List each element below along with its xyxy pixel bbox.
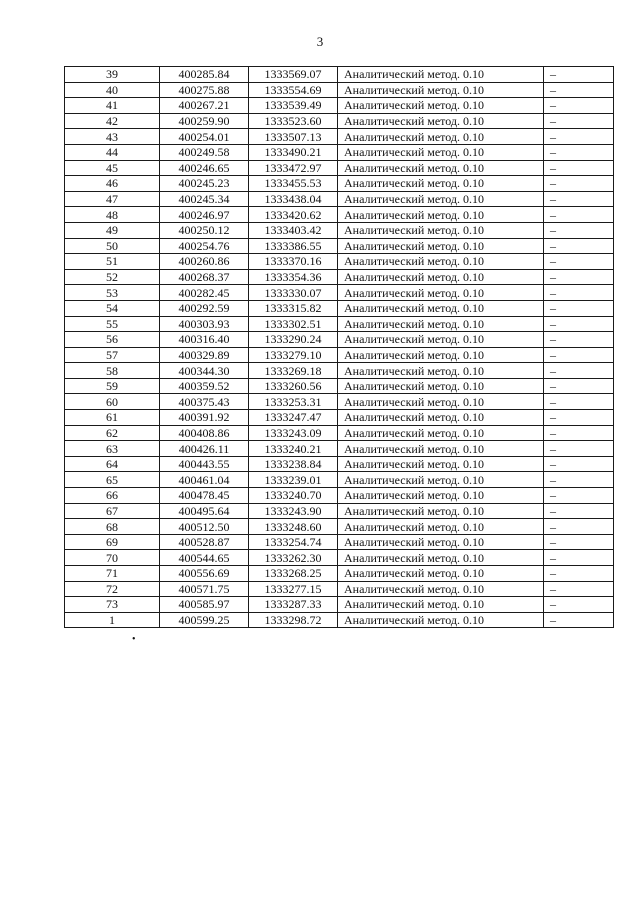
- x-coordinate-cell: 400391.92: [160, 410, 249, 426]
- point-number-cell: 59: [65, 378, 160, 394]
- y-coordinate-cell: 1333240.70: [249, 488, 338, 504]
- table-row: [65, 176, 614, 192]
- note-cell: –: [544, 566, 614, 582]
- y-coordinate-cell: 1333240.21: [249, 441, 338, 457]
- point-number-cell: 60: [65, 394, 160, 410]
- x-coordinate-cell: 400544.65: [160, 550, 249, 566]
- note-cell: –: [544, 410, 614, 426]
- note-cell: –: [544, 332, 614, 348]
- table-row: [65, 67, 614, 83]
- note-cell: –: [544, 488, 614, 504]
- x-coordinate-cell: 400478.45: [160, 488, 249, 504]
- y-coordinate-cell: 1333248.60: [249, 519, 338, 535]
- table-row: [65, 222, 614, 238]
- point-number-cell: 64: [65, 456, 160, 472]
- table-row: [65, 581, 614, 597]
- point-number-cell: 69: [65, 534, 160, 550]
- y-coordinate-cell: 1333354.36: [249, 269, 338, 285]
- table-row: [65, 441, 614, 457]
- method-cell: Аналитический метод. 0.10: [338, 285, 544, 301]
- y-coordinate-cell: 1333290.24: [249, 332, 338, 348]
- method-cell: Аналитический метод. 0.10: [338, 82, 544, 98]
- x-coordinate-cell: 400344.30: [160, 363, 249, 379]
- method-cell: Аналитический метод. 0.10: [338, 503, 544, 519]
- method-cell: Аналитический метод. 0.10: [338, 207, 544, 223]
- method-cell: Аналитический метод. 0.10: [338, 254, 544, 270]
- point-number-cell: 41: [65, 98, 160, 114]
- y-coordinate-cell: 1333472.97: [249, 160, 338, 176]
- x-coordinate-cell: 400250.12: [160, 222, 249, 238]
- table-row: [65, 316, 614, 332]
- point-number-cell: 65: [65, 472, 160, 488]
- note-cell: –: [544, 519, 614, 535]
- point-number-cell: 48: [65, 207, 160, 223]
- point-number-cell: 58: [65, 363, 160, 379]
- method-cell: Аналитический метод. 0.10: [338, 488, 544, 504]
- y-coordinate-cell: 1333279.10: [249, 347, 338, 363]
- x-coordinate-cell: 400246.65: [160, 160, 249, 176]
- method-cell: Аналитический метод. 0.10: [338, 363, 544, 379]
- y-coordinate-cell: 1333490.21: [249, 144, 338, 160]
- method-cell: Аналитический метод. 0.10: [338, 472, 544, 488]
- note-cell: –: [544, 441, 614, 457]
- table-row: [65, 612, 614, 628]
- method-cell: Аналитический метод. 0.10: [338, 550, 544, 566]
- x-coordinate-cell: 400268.37: [160, 269, 249, 285]
- point-number-cell: 55: [65, 316, 160, 332]
- method-cell: Аналитический метод. 0.10: [338, 347, 544, 363]
- y-coordinate-cell: 1333315.82: [249, 300, 338, 316]
- y-coordinate-cell: 1333569.07: [249, 67, 338, 83]
- point-number-cell: 49: [65, 222, 160, 238]
- note-cell: –: [544, 581, 614, 597]
- table-row: [65, 488, 614, 504]
- method-cell: Аналитический метод. 0.10: [338, 534, 544, 550]
- method-cell: Аналитический метод. 0.10: [338, 300, 544, 316]
- note-cell: –: [544, 503, 614, 519]
- method-cell: Аналитический метод. 0.10: [338, 456, 544, 472]
- x-coordinate-cell: 400408.86: [160, 425, 249, 441]
- table-row: [65, 207, 614, 223]
- y-coordinate-cell: 1333302.51: [249, 316, 338, 332]
- point-number-cell: 70: [65, 550, 160, 566]
- y-coordinate-cell: 1333277.15: [249, 581, 338, 597]
- coordinates-table-body: [65, 67, 614, 628]
- note-cell: –: [544, 300, 614, 316]
- x-coordinate-cell: 400245.23: [160, 176, 249, 192]
- method-cell: Аналитический метод. 0.10: [338, 566, 544, 582]
- x-coordinate-cell: 400275.88: [160, 82, 249, 98]
- point-number-cell: 42: [65, 113, 160, 129]
- x-coordinate-cell: 400461.04: [160, 472, 249, 488]
- note-cell: –: [544, 347, 614, 363]
- table-row: [65, 332, 614, 348]
- x-coordinate-cell: 400495.64: [160, 503, 249, 519]
- note-cell: –: [544, 285, 614, 301]
- method-cell: Аналитический метод. 0.10: [338, 597, 544, 613]
- method-cell: Аналитический метод. 0.10: [338, 378, 544, 394]
- table-row: [65, 98, 614, 114]
- note-cell: –: [544, 191, 614, 207]
- method-cell: Аналитический метод. 0.10: [338, 612, 544, 628]
- point-number-cell: 63: [65, 441, 160, 457]
- method-cell: Аналитический метод. 0.10: [338, 67, 544, 83]
- method-cell: Аналитический метод. 0.10: [338, 519, 544, 535]
- table-row: [65, 550, 614, 566]
- x-coordinate-cell: 400585.97: [160, 597, 249, 613]
- method-cell: Аналитический метод. 0.10: [338, 176, 544, 192]
- note-cell: –: [544, 144, 614, 160]
- note-cell: –: [544, 129, 614, 145]
- x-coordinate-cell: 400245.34: [160, 191, 249, 207]
- x-coordinate-cell: 400285.84: [160, 67, 249, 83]
- y-coordinate-cell: 1333247.47: [249, 410, 338, 426]
- x-coordinate-cell: 400246.97: [160, 207, 249, 223]
- y-coordinate-cell: 1333438.04: [249, 191, 338, 207]
- x-coordinate-cell: 400443.55: [160, 456, 249, 472]
- x-coordinate-cell: 400512.50: [160, 519, 249, 535]
- note-cell: –: [544, 67, 614, 83]
- x-coordinate-cell: 400260.86: [160, 254, 249, 270]
- method-cell: Аналитический метод. 0.10: [338, 113, 544, 129]
- method-cell: Аналитический метод. 0.10: [338, 332, 544, 348]
- point-number-cell: 53: [65, 285, 160, 301]
- y-coordinate-cell: 1333287.33: [249, 597, 338, 613]
- table-row: [65, 254, 614, 270]
- x-coordinate-cell: 400528.87: [160, 534, 249, 550]
- note-cell: –: [544, 269, 614, 285]
- point-number-cell: 50: [65, 238, 160, 254]
- table-row: [65, 519, 614, 535]
- point-number-cell: 66: [65, 488, 160, 504]
- note-cell: –: [544, 82, 614, 98]
- method-cell: Аналитический метод. 0.10: [338, 316, 544, 332]
- y-coordinate-cell: 1333330.07: [249, 285, 338, 301]
- point-number-cell: 61: [65, 410, 160, 426]
- note-cell: –: [544, 160, 614, 176]
- method-cell: Аналитический метод. 0.10: [338, 129, 544, 145]
- point-number-cell: 52: [65, 269, 160, 285]
- y-coordinate-cell: 1333420.62: [249, 207, 338, 223]
- point-number-cell: 46: [65, 176, 160, 192]
- y-coordinate-cell: 1333386.55: [249, 238, 338, 254]
- table-row: [65, 566, 614, 582]
- table-row: [65, 597, 614, 613]
- y-coordinate-cell: 1333455.53: [249, 176, 338, 192]
- x-coordinate-cell: 400556.69: [160, 566, 249, 582]
- y-coordinate-cell: 1333539.49: [249, 98, 338, 114]
- table-row: [65, 144, 614, 160]
- note-cell: –: [544, 456, 614, 472]
- method-cell: Аналитический метод. 0.10: [338, 144, 544, 160]
- table-row: [65, 113, 614, 129]
- x-coordinate-cell: 400303.93: [160, 316, 249, 332]
- note-cell: –: [544, 534, 614, 550]
- note-cell: –: [544, 254, 614, 270]
- table-row: [65, 300, 614, 316]
- note-cell: –: [544, 238, 614, 254]
- point-number-cell: 71: [65, 566, 160, 582]
- method-cell: Аналитический метод. 0.10: [338, 222, 544, 238]
- table-row: [65, 160, 614, 176]
- note-cell: –: [544, 612, 614, 628]
- note-cell: –: [544, 378, 614, 394]
- method-cell: Аналитический метод. 0.10: [338, 160, 544, 176]
- y-coordinate-cell: 1333523.60: [249, 113, 338, 129]
- y-coordinate-cell: 1333298.72: [249, 612, 338, 628]
- y-coordinate-cell: 1333254.74: [249, 534, 338, 550]
- point-number-cell: 54: [65, 300, 160, 316]
- y-coordinate-cell: 1333239.01: [249, 472, 338, 488]
- x-coordinate-cell: 400599.25: [160, 612, 249, 628]
- table-row: [65, 534, 614, 550]
- y-coordinate-cell: 1333507.13: [249, 129, 338, 145]
- x-coordinate-cell: 400254.76: [160, 238, 249, 254]
- point-number-cell: 68: [65, 519, 160, 535]
- table-row: [65, 456, 614, 472]
- y-coordinate-cell: 1333268.25: [249, 566, 338, 582]
- y-coordinate-cell: 1333238.84: [249, 456, 338, 472]
- x-coordinate-cell: 400259.90: [160, 113, 249, 129]
- method-cell: Аналитический метод. 0.10: [338, 410, 544, 426]
- y-coordinate-cell: 1333262.30: [249, 550, 338, 566]
- x-coordinate-cell: 400254.01: [160, 129, 249, 145]
- y-coordinate-cell: 1333243.90: [249, 503, 338, 519]
- table-row: [65, 425, 614, 441]
- note-cell: –: [544, 316, 614, 332]
- table-row: [65, 347, 614, 363]
- point-number-cell: 44: [65, 144, 160, 160]
- table-row: [65, 82, 614, 98]
- method-cell: Аналитический метод. 0.10: [338, 238, 544, 254]
- point-number-cell: 51: [65, 254, 160, 270]
- note-cell: –: [544, 176, 614, 192]
- x-coordinate-cell: 400329.89: [160, 347, 249, 363]
- x-coordinate-cell: 400359.52: [160, 378, 249, 394]
- point-number-cell: 56: [65, 332, 160, 348]
- point-number-cell: 45: [65, 160, 160, 176]
- point-number-cell: 67: [65, 503, 160, 519]
- stray-mark: •: [132, 634, 136, 645]
- table-row: [65, 394, 614, 410]
- point-number-cell: 57: [65, 347, 160, 363]
- table-row: [65, 238, 614, 254]
- method-cell: Аналитический метод. 0.10: [338, 394, 544, 410]
- note-cell: –: [544, 98, 614, 114]
- point-number-cell: 43: [65, 129, 160, 145]
- point-number-cell: 40: [65, 82, 160, 98]
- point-number-cell: 47: [65, 191, 160, 207]
- y-coordinate-cell: 1333269.18: [249, 363, 338, 379]
- method-cell: Аналитический метод. 0.10: [338, 441, 544, 457]
- table-row: [65, 363, 614, 379]
- note-cell: –: [544, 550, 614, 566]
- table-row: [65, 472, 614, 488]
- note-cell: –: [544, 597, 614, 613]
- y-coordinate-cell: 1333554.69: [249, 82, 338, 98]
- note-cell: –: [544, 394, 614, 410]
- x-coordinate-cell: 400292.59: [160, 300, 249, 316]
- y-coordinate-cell: 1333403.42: [249, 222, 338, 238]
- note-cell: –: [544, 222, 614, 238]
- note-cell: –: [544, 425, 614, 441]
- y-coordinate-cell: 1333370.16: [249, 254, 338, 270]
- table-row: [65, 503, 614, 519]
- method-cell: Аналитический метод. 0.10: [338, 425, 544, 441]
- x-coordinate-cell: 400571.75: [160, 581, 249, 597]
- table-row: [65, 378, 614, 394]
- x-coordinate-cell: 400426.11: [160, 441, 249, 457]
- table-row: [65, 269, 614, 285]
- method-cell: Аналитический метод. 0.10: [338, 98, 544, 114]
- table-row: [65, 191, 614, 207]
- page-number: 3: [316, 34, 324, 49]
- x-coordinate-cell: 400282.45: [160, 285, 249, 301]
- table-row: [65, 410, 614, 426]
- method-cell: Аналитический метод. 0.10: [338, 191, 544, 207]
- note-cell: –: [544, 207, 614, 223]
- point-number-cell: 73: [65, 597, 160, 613]
- y-coordinate-cell: 1333260.56: [249, 378, 338, 394]
- coordinates-table: [64, 66, 614, 628]
- method-cell: Аналитический метод. 0.10: [338, 581, 544, 597]
- method-cell: Аналитический метод. 0.10: [338, 269, 544, 285]
- y-coordinate-cell: 1333253.31: [249, 394, 338, 410]
- x-coordinate-cell: 400249.58: [160, 144, 249, 160]
- point-number-cell: 1: [65, 612, 160, 628]
- table-row: [65, 129, 614, 145]
- table-row: [65, 285, 614, 301]
- note-cell: –: [544, 113, 614, 129]
- point-number-cell: 39: [65, 67, 160, 83]
- y-coordinate-cell: 1333243.09: [249, 425, 338, 441]
- note-cell: –: [544, 472, 614, 488]
- point-number-cell: 72: [65, 581, 160, 597]
- x-coordinate-cell: 400375.43: [160, 394, 249, 410]
- x-coordinate-cell: 400316.40: [160, 332, 249, 348]
- note-cell: –: [544, 363, 614, 379]
- x-coordinate-cell: 400267.21: [160, 98, 249, 114]
- point-number-cell: 62: [65, 425, 160, 441]
